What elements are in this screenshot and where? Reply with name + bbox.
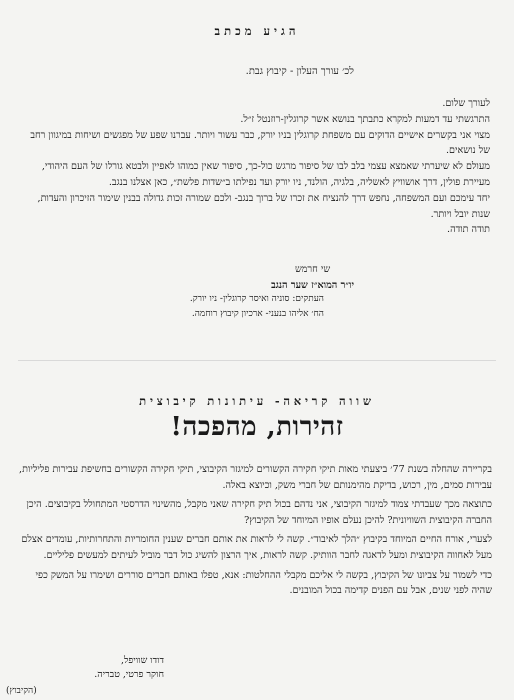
letter-greeting: לעורך שלום. — [442, 98, 490, 109]
article-signature-name: דודו שוויפל, — [121, 655, 164, 666]
article-signature-title: חוקר פרטי, טבריה. — [94, 669, 164, 680]
article-signature — [94, 654, 164, 682]
letter-paragraph: מצוי אני בקשרים אישיים הדוקים עם משפחת קרוגלין בניו יורק, כבר עשור ויותר. עברנו שפע של מפגשים ושיחות במיגוון רחב של נושאים. — [30, 129, 490, 157]
article-body — [14, 462, 492, 603]
letter-addressee: לכ׳ עורך העלון - קיבוץ גבת. — [245, 66, 354, 77]
article-paragraph: לצערי, אורח החיים המיוחד בקיבוץ ״הלך לאיבוד״. קשה לי לראות את אותם חברים שענין החומריות והתחרותיות, עומדים אצלם מעל לאחווה הקיבוצית ומעל לדאגה לחבר הוותיק. קשה לראות, איך הרצון להשיג כול דבר מוביל לעיתים למעשים פליליים. — [21, 534, 492, 561]
article-paragraph: כדי לשמור על צביונו של הקיבוץ, בקשה לי אליכם מקבלי ההחלטות: אנא, טפלו באותם חברים סוררים ושימרו על המשק כפי שהיה לפני שנים, אבל עם הפנים קדימה בכול המובנים. — [35, 569, 492, 597]
letter-paragraph: התרגשתי עד דמעות למקרא כתבתך בנושא אשר קרוגלין-רוזנטל ז״ל. — [240, 113, 490, 125]
letter-cc — [190, 292, 324, 322]
article-paragraph: כתוצאה מכך שעבדתי צמוד למיגזר הקיבוצי, אני נדהם בכול תיק חקירה שאני מקבל, מהשינוי הדרסטי המתחולל בקיבוצים. היכן החברה הקיבוצית השוויונית? להיכן נעלם אופיו המיוחד של הקיבוץ? — [26, 499, 492, 526]
letter-body — [20, 96, 490, 238]
cc-line: העתקים: סוניה ואיסר קרוגלין- ניו יורק. — [189, 294, 324, 304]
letter-paragraph: מעולם לא שיערתי שאמצא עצמי בלב לבו של סיפור מרגש כול-כך, סיפור שאין כמוהו לאפיין ולבטא גורלו של העם היהודי, מעיירת פולין, דרך אושוויץ לאשליה, בלגיה, הולנד, ניו יורק ועד נפילתו ב״שדות פלשת״, כאן אצלנו בנגב. — [41, 161, 490, 188]
letters-section-heading: הגיע מכתב — [214, 24, 300, 38]
letter-signature — [271, 262, 354, 294]
section-divider — [18, 360, 496, 361]
article-source: (הקיבוץ) — [6, 686, 37, 696]
cc-line: הח׳ אליהו בנעני- ארכיון קיבוץ רוחמה. — [191, 309, 324, 319]
letter-signature-title: יו״ר המוא״ז שער הנגב — [271, 280, 354, 291]
article-kicker: שווה קריאה- עיתונות קיבוצית — [139, 394, 375, 408]
letter-signature-name: שי חרמש — [294, 264, 331, 275]
article-paragraph: בקריירה שהחלה בשנת 77׳ ביצעתי מאות תיקי חקירה הקשורים למיגזר הקיבוצי, תיקי חקירה הקשורים בחשיפת עבירות פליליות, עבירות סמים, מין, רכוש, בדיקת מהימנותם של חברי משק, וכיוצא באלה. — [19, 464, 492, 491]
letter-paragraph: תודה תודה. — [447, 224, 490, 236]
letter-paragraph: יחד עימכם ועם המשפחה, נחפש דרך להנציח את זכרו של ברוך בנגב- ולכם שמורה זכות גדולה בבנין שימור הזיכרון והעדות, שנות יובל ויותר. — [37, 192, 490, 220]
article-headline: זהירות, מהפכה! — [170, 412, 344, 442]
